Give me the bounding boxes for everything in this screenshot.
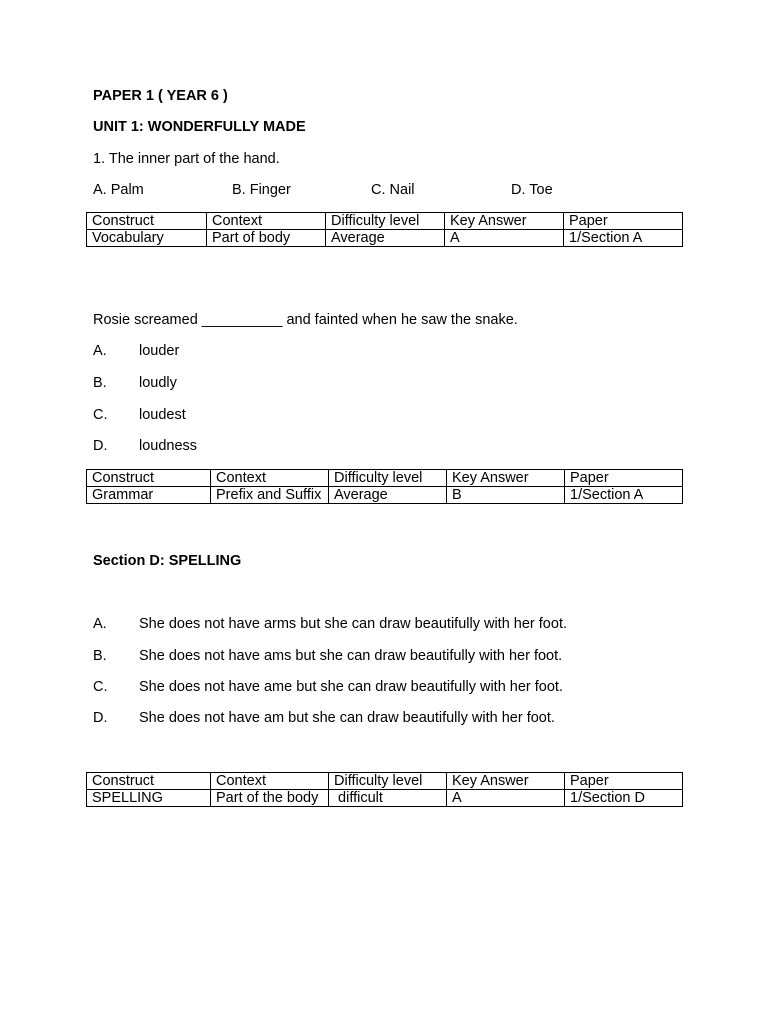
table-header-cell: Difficulty level — [329, 773, 447, 790]
table-cell: B — [447, 487, 565, 504]
table-cell: Part of body — [207, 230, 326, 247]
table-header-row — [87, 470, 683, 487]
question-1-option-a: A. Palm — [93, 182, 144, 198]
table-cell: Vocabulary — [87, 230, 207, 247]
question-2-option-c-letter: C. — [93, 407, 108, 423]
table-cell: 1/Section A — [565, 487, 683, 504]
section-d-option-b-letter: B. — [93, 648, 107, 664]
table-header-cell: Paper — [564, 213, 683, 230]
question-2-option-d-letter: D. — [93, 438, 108, 454]
table-cell: Part of the body — [211, 790, 329, 807]
question-2-option-b-text: loudly — [139, 375, 177, 391]
question-2-option-a-text: louder — [139, 343, 180, 359]
table-cell: Grammar — [87, 487, 211, 504]
section-d-option-a-text: She does not have arms but she can draw beautifully with her foot. — [139, 616, 567, 632]
table-header-cell: Context — [211, 773, 329, 790]
section-d-option-c-letter: C. — [93, 679, 108, 695]
table-header-cell: Key Answer — [447, 773, 565, 790]
section-d-option-d-text: She does not have am but she can draw beautifully with her foot. — [139, 710, 555, 726]
table-header-cell: Difficulty level — [326, 213, 445, 230]
question-1-option-b: B. Finger — [232, 182, 291, 198]
table-cell: 1/Section A — [564, 230, 683, 247]
table-header-cell: Paper — [565, 470, 683, 487]
table-header-row — [87, 773, 683, 790]
question-2-info-table — [86, 469, 683, 504]
question-2-option-a-letter: A. — [93, 343, 107, 359]
table-header-cell: Construct — [87, 470, 211, 487]
section-d-title: Section D: SPELLING — [93, 553, 242, 569]
question-1-info-table — [86, 212, 683, 247]
question-2-option-b-letter: B. — [93, 375, 107, 391]
question-2-option-c-text: loudest — [139, 407, 186, 423]
table-header-cell: Key Answer — [445, 213, 564, 230]
section-d-info-table — [86, 772, 683, 807]
table-cell: difficult — [329, 790, 447, 807]
table-header-cell: Paper — [565, 773, 683, 790]
question-2-text: Rosie screamed __________ and fainted when he saw the snake. — [93, 312, 518, 328]
table-row — [87, 790, 683, 807]
table-cell: SPELLING — [87, 790, 211, 807]
table-cell: Prefix and Suffix — [211, 487, 329, 504]
paper-title: PAPER 1 ( YEAR 6 ) — [93, 88, 228, 104]
table-header-cell: Construct — [87, 773, 211, 790]
table-row — [87, 487, 683, 504]
section-d-option-b-text: She does not have ams but she can draw beautifully with her foot. — [139, 648, 563, 664]
table-header-cell: Key Answer — [447, 470, 565, 487]
question-1-option-c: C. Nail — [371, 182, 415, 198]
question-2-option-d-text: loudness — [139, 438, 198, 454]
table-header-cell: Construct — [87, 213, 207, 230]
table-cell: A — [445, 230, 564, 247]
question-1-text: 1. The inner part of the hand. — [93, 151, 280, 167]
table-header-cell: Difficulty level — [329, 470, 447, 487]
section-d-option-d-letter: D. — [93, 710, 108, 726]
table-header-row — [87, 213, 683, 230]
table-cell: Average — [329, 487, 447, 504]
section-d-option-a-letter: A. — [93, 616, 107, 632]
table-cell: A — [447, 790, 565, 807]
table-cell: Average — [326, 230, 445, 247]
table-header-cell: Context — [207, 213, 326, 230]
unit-title: UNIT 1: WONDERFULLY MADE — [93, 119, 306, 135]
section-d-option-c-text: She does not have ame but she can draw beautifully with her foot. — [139, 679, 563, 695]
question-1-option-d: D. Toe — [511, 182, 553, 198]
table-row — [87, 230, 683, 247]
table-header-cell: Context — [211, 470, 329, 487]
table-cell: 1/Section D — [565, 790, 683, 807]
